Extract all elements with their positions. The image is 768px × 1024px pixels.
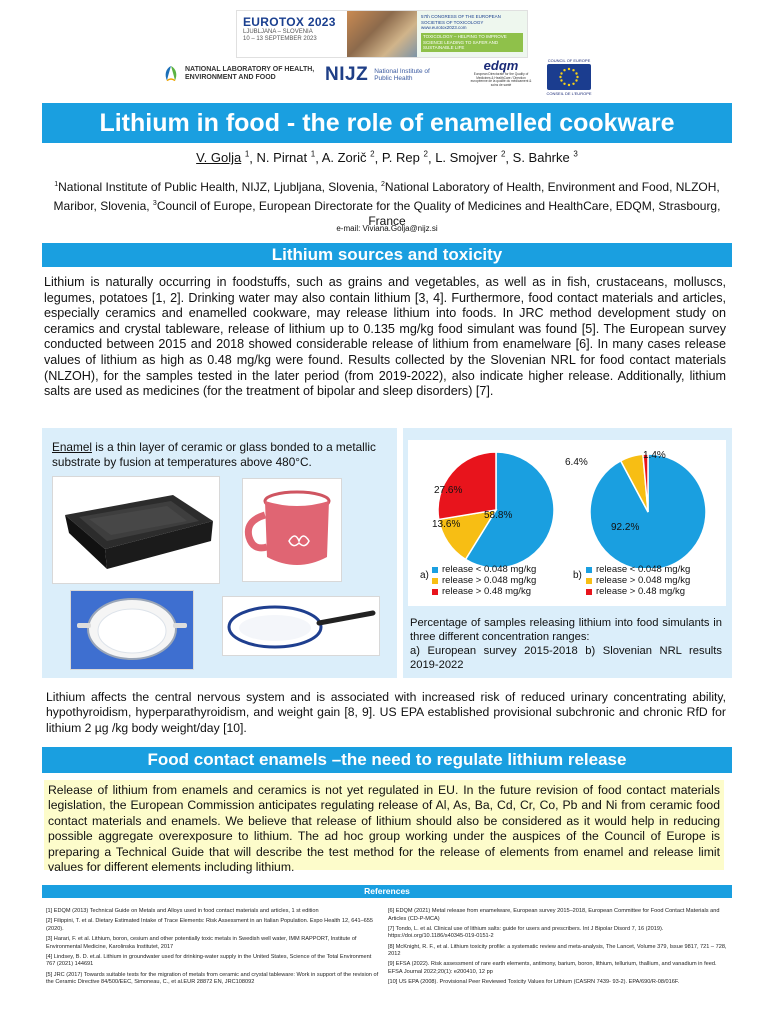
legend-item: release > 0.048 mg/kg: [586, 575, 690, 586]
legend-item: release < 0.048 mg/kg: [432, 564, 536, 575]
reference-item: [7] Tondo, L. et al. Clinical use of lithium salts: guide for users and prescribers. Int J Bipolar Disord 7, 16 (2019). https://doi.org/10.1186/s40345-019-0151-2: [388, 925, 664, 940]
enamel-term: Enamel: [52, 440, 92, 454]
affiliation-1: National Institute of Public Health, NIJZ, Ljubljana, Slovenia,: [58, 180, 378, 194]
poster-title: Lithium in food - the role of enamelled cookware: [42, 103, 732, 143]
affiliation-3: Council of Europe, European Directorate for the Quality of Medicines and HealthCare, EDQM, Strasbourg, France: [156, 198, 721, 228]
eurotox-dates: 10 – 13 SEPTEMBER 2023: [243, 36, 317, 43]
eurotox-website: www.eurotox2023.com: [421, 25, 467, 31]
reference-item: [3] Harari, F. et al. Lithium, boron, cesium and other potentially toxic metals in Swedish well water, IMM RAPPORT, Institute of Environmental Medicine, Karolinska Institutet, 2017: [46, 935, 357, 950]
reference-item: [10] US EPA (2008). Provisional Peer Reviewed Toxicity Values for Lithium (CASRN 7439- 93-2). EPA/690/R-08/016F.: [388, 979, 680, 986]
pie-chart-b: [572, 448, 722, 568]
enamel-pan-photo: [222, 596, 380, 656]
pie-a-letter: a): [420, 570, 429, 581]
author: V. Golja $^1$: [196, 150, 250, 166]
reference-item: [6] EDQM (2021) Metal release from enamelware, European survey 2015–2018, European Committee for Food Contact Materials and Articles (CD-P-MCA): [388, 908, 720, 922]
reference-item: [5] JRC (2017) Towards suitable tests for the migration of metals from ceramic and crystal tableware: Work in support of the revision of the Ceramic Directive 84/500/EEC, Simoneau, C., et al.EUR 28872 EN, JRC108092: [46, 971, 379, 986]
nijz-logo: [325, 60, 445, 90]
stars-icon: [547, 64, 591, 90]
toxicity-paragraph: Lithium affects the central nervous system and is associated with increased risk of reduced urinary concentrating ability, hypothyroidism, hyperparathyroidism, and weight gain [8, 9]. US EPA established provisional subchronic and chronic RfD for lithium 2 µg /kg body weight/day [10].: [46, 690, 726, 735]
eurotox-info: [417, 11, 527, 57]
eurotox-brand: [237, 11, 347, 57]
nlzoh-name: NATIONAL LABORATORY OF HEALTH, ENVIRONMENT AND FOOD: [185, 65, 315, 81]
reference-item: [4] Lindsey, B. D. et.al. Lithium in groundwater used for drinking-water supply in the United States, Science of the Total Environment 767 (2021) 144691: [46, 953, 372, 968]
affiliations: $^1$National Institute of Public Health, NIJZ, Ljubljana, Slovenia, $^2$National Laboratory of Health, Environment and Food, NLZOH, Maribor, Slovenia, $^3$Council of Europe, European Directorate for the Quality of Medicines and HealthCare, EDQM, Strasbourg, France: [53, 180, 721, 228]
eurotox-location: LJUBLJANA – SLOVENIA: [243, 29, 313, 35]
enamel-mug-photo: [242, 478, 342, 582]
pie-chart-a: [420, 448, 572, 568]
author: P. Rep $^2$: [381, 150, 428, 166]
ljubljana-photo: [347, 11, 417, 57]
reference-item: [1] EDQM (2013) Technical Guide on Metals and Alloys used in food contact materials and articles, 1 st edition: [46, 908, 319, 914]
pie-a-label-blue: 58.8%: [484, 510, 513, 521]
edqm-short: edqm: [483, 58, 519, 73]
author: L. Smojver $^2$: [435, 150, 506, 166]
pie-b-label-yellow: 6.4%: [565, 457, 588, 468]
section-heading-lithium-sources: Lithium sources and toxicity: [42, 243, 732, 267]
contact-email[interactable]: e-mail: Viviana.Golja@nijz.si: [336, 224, 438, 233]
reference-item: [9] EFSA (2022). Risk assessment of rare earth elements, antimony, barium, boron, lithium, tellurium, thallium, and vanadium in feed. EFSA Journal 2022;20(1): e200410, 12 pp: [388, 961, 717, 975]
pie-b-letter: b): [573, 570, 582, 581]
reference-item: [8] McKnight, R. F., et al. Lithium toxicity profile: a systematic review and meta-analysis, The Lancet, Volume 379, Issue 9817, 721 – 728, 2012: [388, 943, 727, 958]
council-of-europe-logo: [540, 58, 598, 98]
nlzoh-logo: [163, 58, 333, 90]
eurotox-banner: [236, 10, 528, 58]
legend-item: release > 0.48 mg/kg: [586, 586, 690, 597]
eurotox-name: EUROTOX 2023: [243, 15, 336, 29]
pie-a-label-red: 27.6%: [434, 485, 463, 496]
legend-a: [432, 564, 536, 597]
coe-name-en: COUNCIL OF EUROPE: [547, 58, 591, 63]
chart-caption: Percentage of samples releasing lithium into food simulants in three different concentration ranges: a) European survey 2015-2018 b) Slovenian NRL results 2019-2022: [410, 617, 722, 671]
nijz-long: National Institute of Public Health: [374, 67, 430, 82]
author: S. Bahrke $^3$: [512, 150, 578, 166]
enamel-definition: Enamel is a thin layer of ceramic or glass bonded to a metallic substrate by fusion at temperatures above 480°C.: [52, 440, 376, 469]
pie-b-label-red: 1.4%: [643, 450, 666, 461]
author-list: V. Golja $^1$, N. Pirnat $^1$, A. Zorič $^2$, P. Rep $^2$, L. Smojver $^2$, S. Bahrke $^3$: [196, 150, 578, 166]
nijz-short: NIJZ: [325, 64, 369, 85]
edqm-logo: [470, 58, 532, 94]
coe-name-fr: CONSEIL DE L'EUROPE: [546, 91, 592, 96]
references-left: [46, 908, 381, 989]
legend-b: [586, 564, 690, 597]
nlzoh-mark-icon: [163, 61, 179, 87]
author: N. Pirnat $^1$: [256, 150, 316, 166]
pie-a-label-yellow: 13.6%: [432, 519, 461, 530]
edqm-long: European Directorate for the Quality of Medicines & HealthCare / Direction européenne de la qualité du médicament & soins de santé: [470, 72, 532, 88]
author: A. Zorič $^2$: [321, 150, 375, 166]
references-heading: References: [42, 885, 732, 898]
eu-stars-flag-icon: [547, 64, 591, 90]
legend-item: release < 0.048 mg/kg: [586, 564, 690, 575]
pie-b-label-blue: 92.2%: [611, 522, 640, 533]
reference-item: [2] Filippini, T. et al. Dietary Estimated Intake of Trace Elements: Risk Assessment in an Italian Population. Expo Health 12, 641–655 (2020).: [46, 918, 373, 932]
regulation-paragraph: Release of lithium from enamels and ceramics is not yet regulated in EU. In the future revision of food contact materials legislation, the European Commission anticipates regulating release of Al, As, Ba, Cd, Cr, Co, Pb and Ni from ceramic food contact materials and enamels. We believe that release of lithium should also be considered as it would help in reducing possible aggregate overexposure to lithium. The ad hoc group working under the auspices of the Council of Europe is preparing a Technical Guide that will describe the test method for the release of elements from enamel and release limit values for different elements including lithium.: [44, 780, 724, 870]
section-heading-regulation: Food contact enamels –the need to regulate lithium release: [42, 747, 732, 773]
eurotox-congress: 57th CONGRESS OF THE EUROPEAN SOCIETIES OF TOXICOLOGY: [421, 14, 501, 25]
eurotox-tagline: TOXICOLOGY – HELPING TO IMPROVE SCIENCE LEADING TO SAFER AND SUSTAINABLE LIFE: [421, 33, 523, 52]
intro-paragraph: Lithium is naturally occurring in foodstuffs, such as grains and vegetables, as well as in fish, crustaceans, molluscs, legumes, potatoes [1, 2]. Drinking water may also contain lithium [3, 4]. Furthermore, food contact materials and articles, especially ceramics and enamelled cookware, may release lithium into foods. In JRC method development study on ceramics and crystal tableware, release of lithium up to 0.135 mg/kg food simulant was found [5]. The European survey conducted between 2015 and 2018 showed considerable release of lithium from enamelware [6]. In many cases release values of lithium as high as 0.48 mg/kg were found. Results collected by the Slovenian NRL for food contact materials (NLZOH), for the samples tested in the later period (from 2019-2022), also indicate higher release. Additionally, lithium salts are used as medicines (for the treatment of bipolar and sleep disorders) [7].: [44, 275, 726, 399]
enamel-pot-photo: [70, 590, 194, 670]
enamel-tray-photo: [52, 476, 220, 584]
references-right: [388, 908, 728, 989]
legend-item: release > 0.48 mg/kg: [432, 586, 536, 597]
legend-item: release > 0.048 mg/kg: [432, 575, 536, 586]
affiliation-2: National Laboratory of Health, Environment and Food, NLZOH, Maribor, Slovenia,: [53, 180, 720, 213]
